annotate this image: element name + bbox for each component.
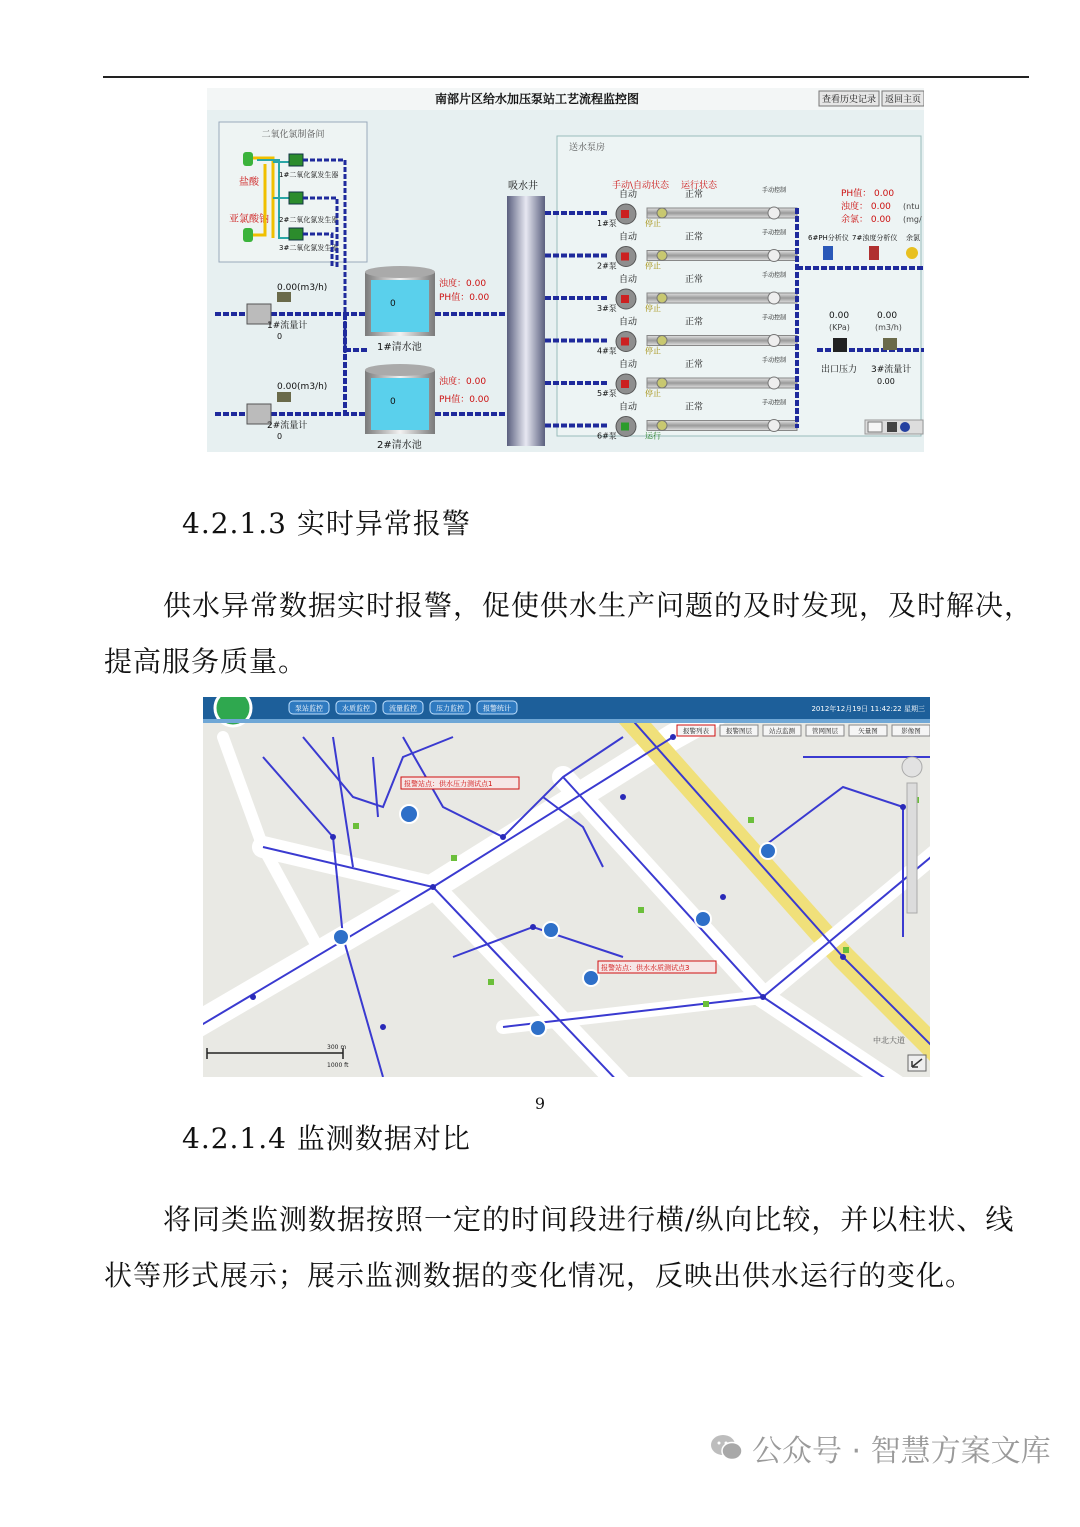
para1-line1: 供水异常数据实时报警，促使供水生产问题的及时发现，及时解决， xyxy=(163,589,1034,622)
suction-well-label: 吸水井 xyxy=(508,181,538,192)
pump-run-status: 正常 xyxy=(685,402,704,413)
flow2-value: 0.00(m3/h) xyxy=(277,382,328,392)
flowmeter3-icon xyxy=(883,338,897,350)
svg-text:管网图层: 管网图层 xyxy=(812,727,838,735)
pump-run-status: 正常 xyxy=(685,275,704,285)
out-chlorine-unit: (mg/ xyxy=(903,215,922,224)
svg-text:0: 0 xyxy=(390,397,396,407)
clear-water-tank-1 xyxy=(365,266,435,336)
gis-map xyxy=(203,697,930,1077)
out-turbidity-unit: (ntu xyxy=(903,202,920,211)
pump-run-status: 正常 xyxy=(685,360,704,370)
pump-status-icon xyxy=(621,253,629,261)
pump-state: 运行 xyxy=(645,431,661,441)
manual-control-icon[interactable] xyxy=(768,292,780,304)
gis-tab[interactable] xyxy=(430,701,470,714)
para2-line2: 状等形式展示；展示监测数据的变化情况，反映出供水运行的变化。 xyxy=(104,1259,975,1292)
pump-mode: 自动 xyxy=(619,232,638,243)
gen1-label: 1#二氧化氯发生器 xyxy=(279,171,339,179)
gis-tab[interactable] xyxy=(336,701,376,714)
gis-subtab[interactable] xyxy=(720,725,758,736)
pump-label: 3#泵 xyxy=(597,304,617,313)
pump-run-status: 正常 xyxy=(685,317,704,328)
pump-status-icon xyxy=(621,423,629,431)
valve-icon xyxy=(657,293,667,303)
pump-run-status: 正常 xyxy=(685,190,704,200)
flowmeter-icon xyxy=(277,292,291,302)
valve-icon xyxy=(657,378,667,388)
manual-control-label: 手动控制 xyxy=(762,272,787,279)
ph-analyzer-label: 6#PH分析仪 xyxy=(808,234,849,242)
manual-control-label: 手动控制 xyxy=(762,399,787,407)
pool2-label: 2#清水池 xyxy=(377,440,422,451)
turbidity1: 浊度：0.00 xyxy=(439,279,487,289)
screen-icon[interactable] xyxy=(887,422,897,432)
svg-text:1000 ft: 1000 ft xyxy=(327,1062,349,1069)
gen3-label: 3#二氧化氯发生器 xyxy=(279,244,339,252)
pump-status-icon xyxy=(621,295,629,303)
gis-tab[interactable] xyxy=(383,701,423,714)
svg-text:流量监控: 流量监控 xyxy=(389,704,417,713)
history-button-label: 查看历史记录 xyxy=(821,95,877,105)
ok-icon[interactable] xyxy=(868,422,882,432)
run-column-title: 运行状态 xyxy=(681,181,718,191)
flow3-value: 0.00 xyxy=(877,311,898,321)
svg-text:0: 0 xyxy=(390,299,396,309)
hcl-label: 盐酸 xyxy=(239,177,259,188)
pressure-gauge-icon xyxy=(833,338,847,352)
para1-line2: 提高服务质量。 xyxy=(104,645,308,678)
manual-control-icon[interactable] xyxy=(768,377,780,389)
dosing-room-title: 二氧化氯制备间 xyxy=(261,130,325,140)
gis-subtab[interactable] xyxy=(806,725,844,736)
svg-text:泵站监控: 泵站监控 xyxy=(295,704,323,713)
clear-water-tank-2 xyxy=(365,364,435,434)
pool1-label: 1#清水池 xyxy=(377,342,422,353)
pump-status-icon xyxy=(621,338,629,346)
svg-text:报警列表: 报警列表 xyxy=(683,727,709,735)
gis-subtab[interactable] xyxy=(763,725,801,736)
manual-control-icon[interactable] xyxy=(768,335,780,347)
cl-analyzer-label: 余氯 xyxy=(906,234,920,242)
zoom-slider[interactable] xyxy=(907,783,917,913)
suction-well xyxy=(507,196,545,446)
gis-tab[interactable] xyxy=(289,701,329,714)
watermark-text: 公众号 · 智慧方案文库 xyxy=(752,1434,1051,1469)
pump-state: 停止 xyxy=(645,304,661,313)
pump-mode: 自动 xyxy=(619,190,638,200)
pump-label: 2#泵 xyxy=(597,261,617,271)
valve-icon xyxy=(657,251,667,261)
svg-text:压力监控: 压力监控 xyxy=(436,704,464,713)
gis-subtab[interactable] xyxy=(677,725,715,736)
pressure-unit: (KPa) xyxy=(829,323,850,332)
pump-state: 停止 xyxy=(645,219,661,228)
alarm-text-2: 报警站点：供水水质测试点3 xyxy=(601,964,690,972)
gis-tabs xyxy=(289,701,517,714)
pump-label: 5#泵 xyxy=(597,389,617,398)
manual-control-icon[interactable] xyxy=(768,250,780,262)
svg-text:矢量图: 矢量图 xyxy=(858,727,878,735)
manual-control-label: 手动控制 xyxy=(762,357,787,364)
flow2-zero: 0 xyxy=(277,432,283,441)
pump-mode: 自动 xyxy=(619,317,638,328)
manual-control-label: 手动控制 xyxy=(762,187,787,194)
flow2-label: 2#流量计 xyxy=(267,421,308,431)
page-number: 9 xyxy=(534,1094,546,1113)
pressure-label: 出口压力 xyxy=(821,365,858,375)
pump-label: 4#泵 xyxy=(597,346,617,356)
pump-status-icon xyxy=(621,210,629,218)
valve-icon xyxy=(657,336,667,346)
manual-control-icon[interactable] xyxy=(768,420,780,432)
svg-text:水质监控: 水质监控 xyxy=(342,704,370,713)
flow1-value: 0.00(m3/h) xyxy=(277,283,328,293)
flow1-zero: 0 xyxy=(277,332,283,341)
scada-diagram xyxy=(207,88,924,452)
manual-control-icon[interactable] xyxy=(768,207,780,219)
manual-control-label: 手动控制 xyxy=(762,229,787,237)
scada-figure xyxy=(207,88,924,452)
svg-text:报警统计: 报警统计 xyxy=(483,704,511,713)
mode-column-title: 手动\自动状态 xyxy=(612,181,670,191)
pump-state: 停止 xyxy=(645,346,661,356)
turbidity2: 浊度：0.00 xyxy=(439,377,487,387)
gis-figure xyxy=(203,697,930,1077)
help-icon[interactable] xyxy=(900,422,910,432)
pump-mode: 自动 xyxy=(619,402,638,413)
pan-control-icon[interactable] xyxy=(902,757,922,777)
gis-datetime: 2012年12月19日 11:42:22 星期三 xyxy=(811,705,925,713)
pump-run-status: 正常 xyxy=(685,232,704,243)
flow1-label: 1#流量计 xyxy=(267,321,308,331)
ph2: PH值：0.00 xyxy=(439,395,490,405)
gis-tab[interactable] xyxy=(477,701,517,714)
out-turbidity: 浊度： 0.00 xyxy=(841,202,891,212)
turb-analyzer-label: 7#浊度分析仪 xyxy=(852,234,898,242)
pressure-value: 0.00 xyxy=(829,311,850,321)
flow3-label: 3#流量计 xyxy=(871,365,912,375)
home-button-label: 返回主页 xyxy=(884,95,922,105)
alarm-text-1: 报警站点：供水压力测试点1 xyxy=(404,780,493,788)
valve-icon xyxy=(657,421,667,431)
flow3-zero: 0.00 xyxy=(877,377,895,386)
heading-4-2-1-4: 4.2.1.4 监测数据对比 xyxy=(182,1122,471,1155)
ph1: PH值：0.00 xyxy=(439,293,490,303)
pump-state: 停止 xyxy=(645,389,661,398)
header-rule xyxy=(103,76,1029,78)
pump-status-icon xyxy=(621,380,629,388)
out-ph: PH值： 0.00 xyxy=(841,189,895,199)
gis-subtab[interactable] xyxy=(892,725,930,736)
gis-subtab[interactable] xyxy=(849,725,887,736)
scada-title: 南部片区给水加压泵站工艺流程监控图 xyxy=(434,92,640,106)
pump-mode: 自动 xyxy=(619,360,638,370)
pump-label: 6#泵 xyxy=(597,431,617,441)
svg-text:报警图层: 报警图层 xyxy=(726,727,752,735)
road-label: 中北大道 xyxy=(873,1036,905,1045)
wechat-icon xyxy=(710,1433,744,1463)
out-chlorine: 余氯： 0.00 xyxy=(841,215,891,225)
flow3-unit: (m3/h) xyxy=(875,323,902,332)
valve-icon xyxy=(657,208,667,218)
pump-mode: 自动 xyxy=(619,275,638,285)
sodium-label: 亚氯酸钠 xyxy=(229,214,269,225)
pump-label: 1#泵 xyxy=(597,219,617,228)
gen2-label: 2#二氧化氯发生器 xyxy=(279,216,339,224)
svg-text:300 m: 300 m xyxy=(327,1044,347,1051)
svg-text:影像图: 影像图 xyxy=(901,727,921,735)
svg-text:站点监测: 站点监测 xyxy=(769,727,795,735)
manual-control-label: 手动控制 xyxy=(762,314,787,322)
watermark xyxy=(710,1426,1051,1470)
para2-line1: 将同类监测数据按照一定的时间段进行横/纵向比较，并以柱状、线 xyxy=(163,1203,1015,1236)
pump-state: 停止 xyxy=(645,261,661,271)
pump-room-title: 送水泵房 xyxy=(569,143,606,153)
heading-4-2-1-3: 4.2.1.3 实时异常报警 xyxy=(182,507,471,540)
